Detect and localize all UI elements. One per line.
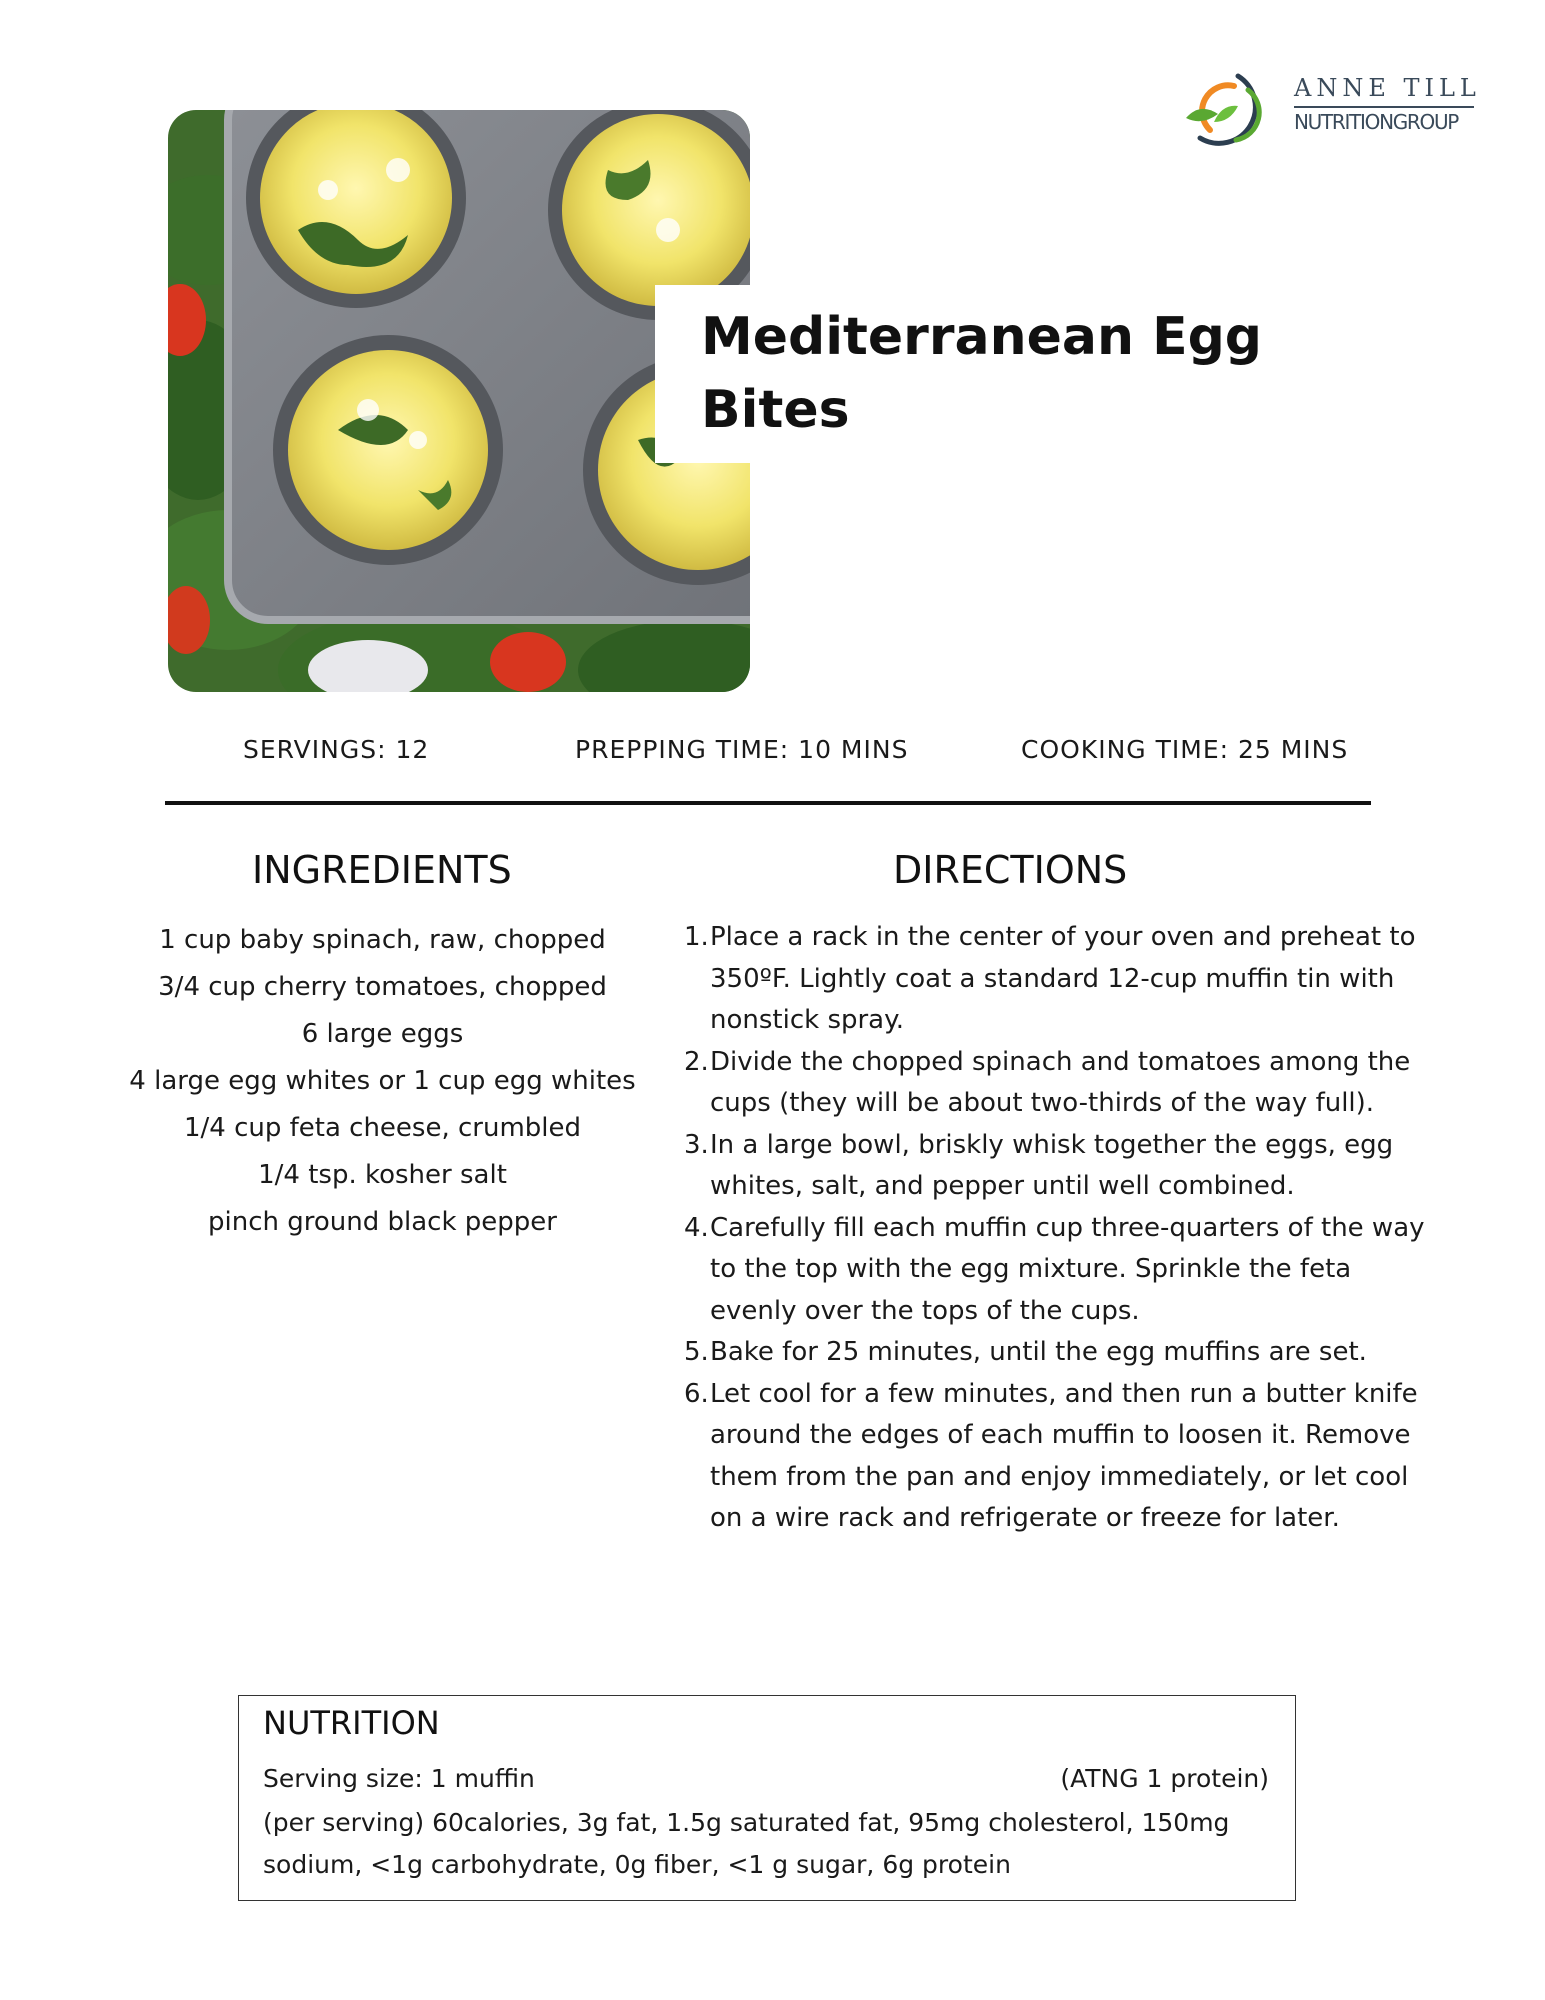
step-number: 3. [684, 1129, 709, 1160]
directions-heading: DIRECTIONS [893, 848, 1128, 892]
ingredient-item: 1/4 cup feta cheese, crumbled [183, 1113, 582, 1143]
direction-step [684, 1208, 1444, 1333]
nutrition-facts: (per serving) 60calories, 3g fat, 1.5g saturated fat, 95mg cholesterol, 150mg sodium, <1g carbohydrate, 0g fiber, <1 g sugar, 6g protein [263, 1808, 1230, 1879]
nutrition-box [238, 1695, 1296, 1901]
ingredient-item: 3/4 cup cherry tomatoes, chopped [158, 972, 607, 1002]
ingredient-item: 1 cup baby spinach, raw, chopped [159, 925, 606, 955]
direction-step [684, 1042, 1444, 1125]
directions-list [684, 917, 1444, 1540]
step-number: 1. [684, 922, 709, 952]
direction-step [684, 1125, 1444, 1208]
direction-step [684, 1332, 1444, 1374]
ingredient-item: 4 large egg whites or 1 cup egg whites [129, 1066, 636, 1096]
step-number: 4. [684, 1212, 709, 1243]
ingredients-list [110, 917, 655, 1246]
brand-logo [1178, 66, 1481, 156]
title-card [655, 285, 1335, 463]
step-text: Bake for 25 minutes, until the egg muffins are set. [710, 1337, 1367, 1367]
ingredients-heading: INGREDIENTS [252, 848, 512, 892]
step-number: 2. [684, 1046, 709, 1077]
step-number: 6. [684, 1378, 709, 1409]
step-text: In a large bowl, briskly whisk together the eggs, egg whites, salt, and pepper until well combined. [710, 1129, 1394, 1201]
direction-step [684, 1374, 1444, 1540]
serving-size: Serving size: 1 muffin [263, 1764, 535, 1793]
logo-name: ANNE TILL [1294, 74, 1481, 102]
recipe-title: Mediterranean Egg Bites [701, 307, 1263, 440]
step-number: 5. [684, 1337, 709, 1367]
leaf-circle-logo-icon [1178, 66, 1278, 156]
step-text: Let cool for a few minutes, and then run a butter knife around the edges of each muffin to loosen it. Remove them from the pan and enjoy immediately, or let cool on a wire rack and refrigerate or freeze for later. [710, 1378, 1418, 1533]
ingredient-item: 6 large eggs [301, 1019, 464, 1049]
step-text: Divide the chopped spinach and tomatoes among the cups (they will be about two-thirds of the way full). [710, 1046, 1411, 1118]
step-text: Place a rack in the center of your oven and preheat to 350ºF. Lightly coat a standard 12-cup muffin tin with nonstick spray. [710, 922, 1416, 1035]
ingredient-item: 1/4 tsp. kosher salt [258, 1160, 507, 1190]
ingredient-item: pinch ground black pepper [208, 1207, 557, 1237]
cook-time-label: COOKING TIME: 25 MINS [1021, 735, 1349, 764]
direction-step [684, 917, 1444, 1042]
step-text: Carefully fill each muffin cup three-quarters of the way to the top with the egg mixture. Sprinkle the feta evenly over the tops of the cups. [710, 1212, 1425, 1326]
logo-subtitle: NUTRITIONGROUP [1294, 110, 1459, 134]
section-divider [165, 801, 1371, 805]
prep-time-label: PREPPING TIME: 10 MINS [575, 735, 909, 764]
servings-label: SERVINGS: 12 [243, 735, 430, 764]
atng-value: (ATNG 1 protein) [1060, 1764, 1269, 1793]
logo-divider [1294, 106, 1474, 108]
nutrition-heading: NUTRITION [263, 1704, 440, 1742]
